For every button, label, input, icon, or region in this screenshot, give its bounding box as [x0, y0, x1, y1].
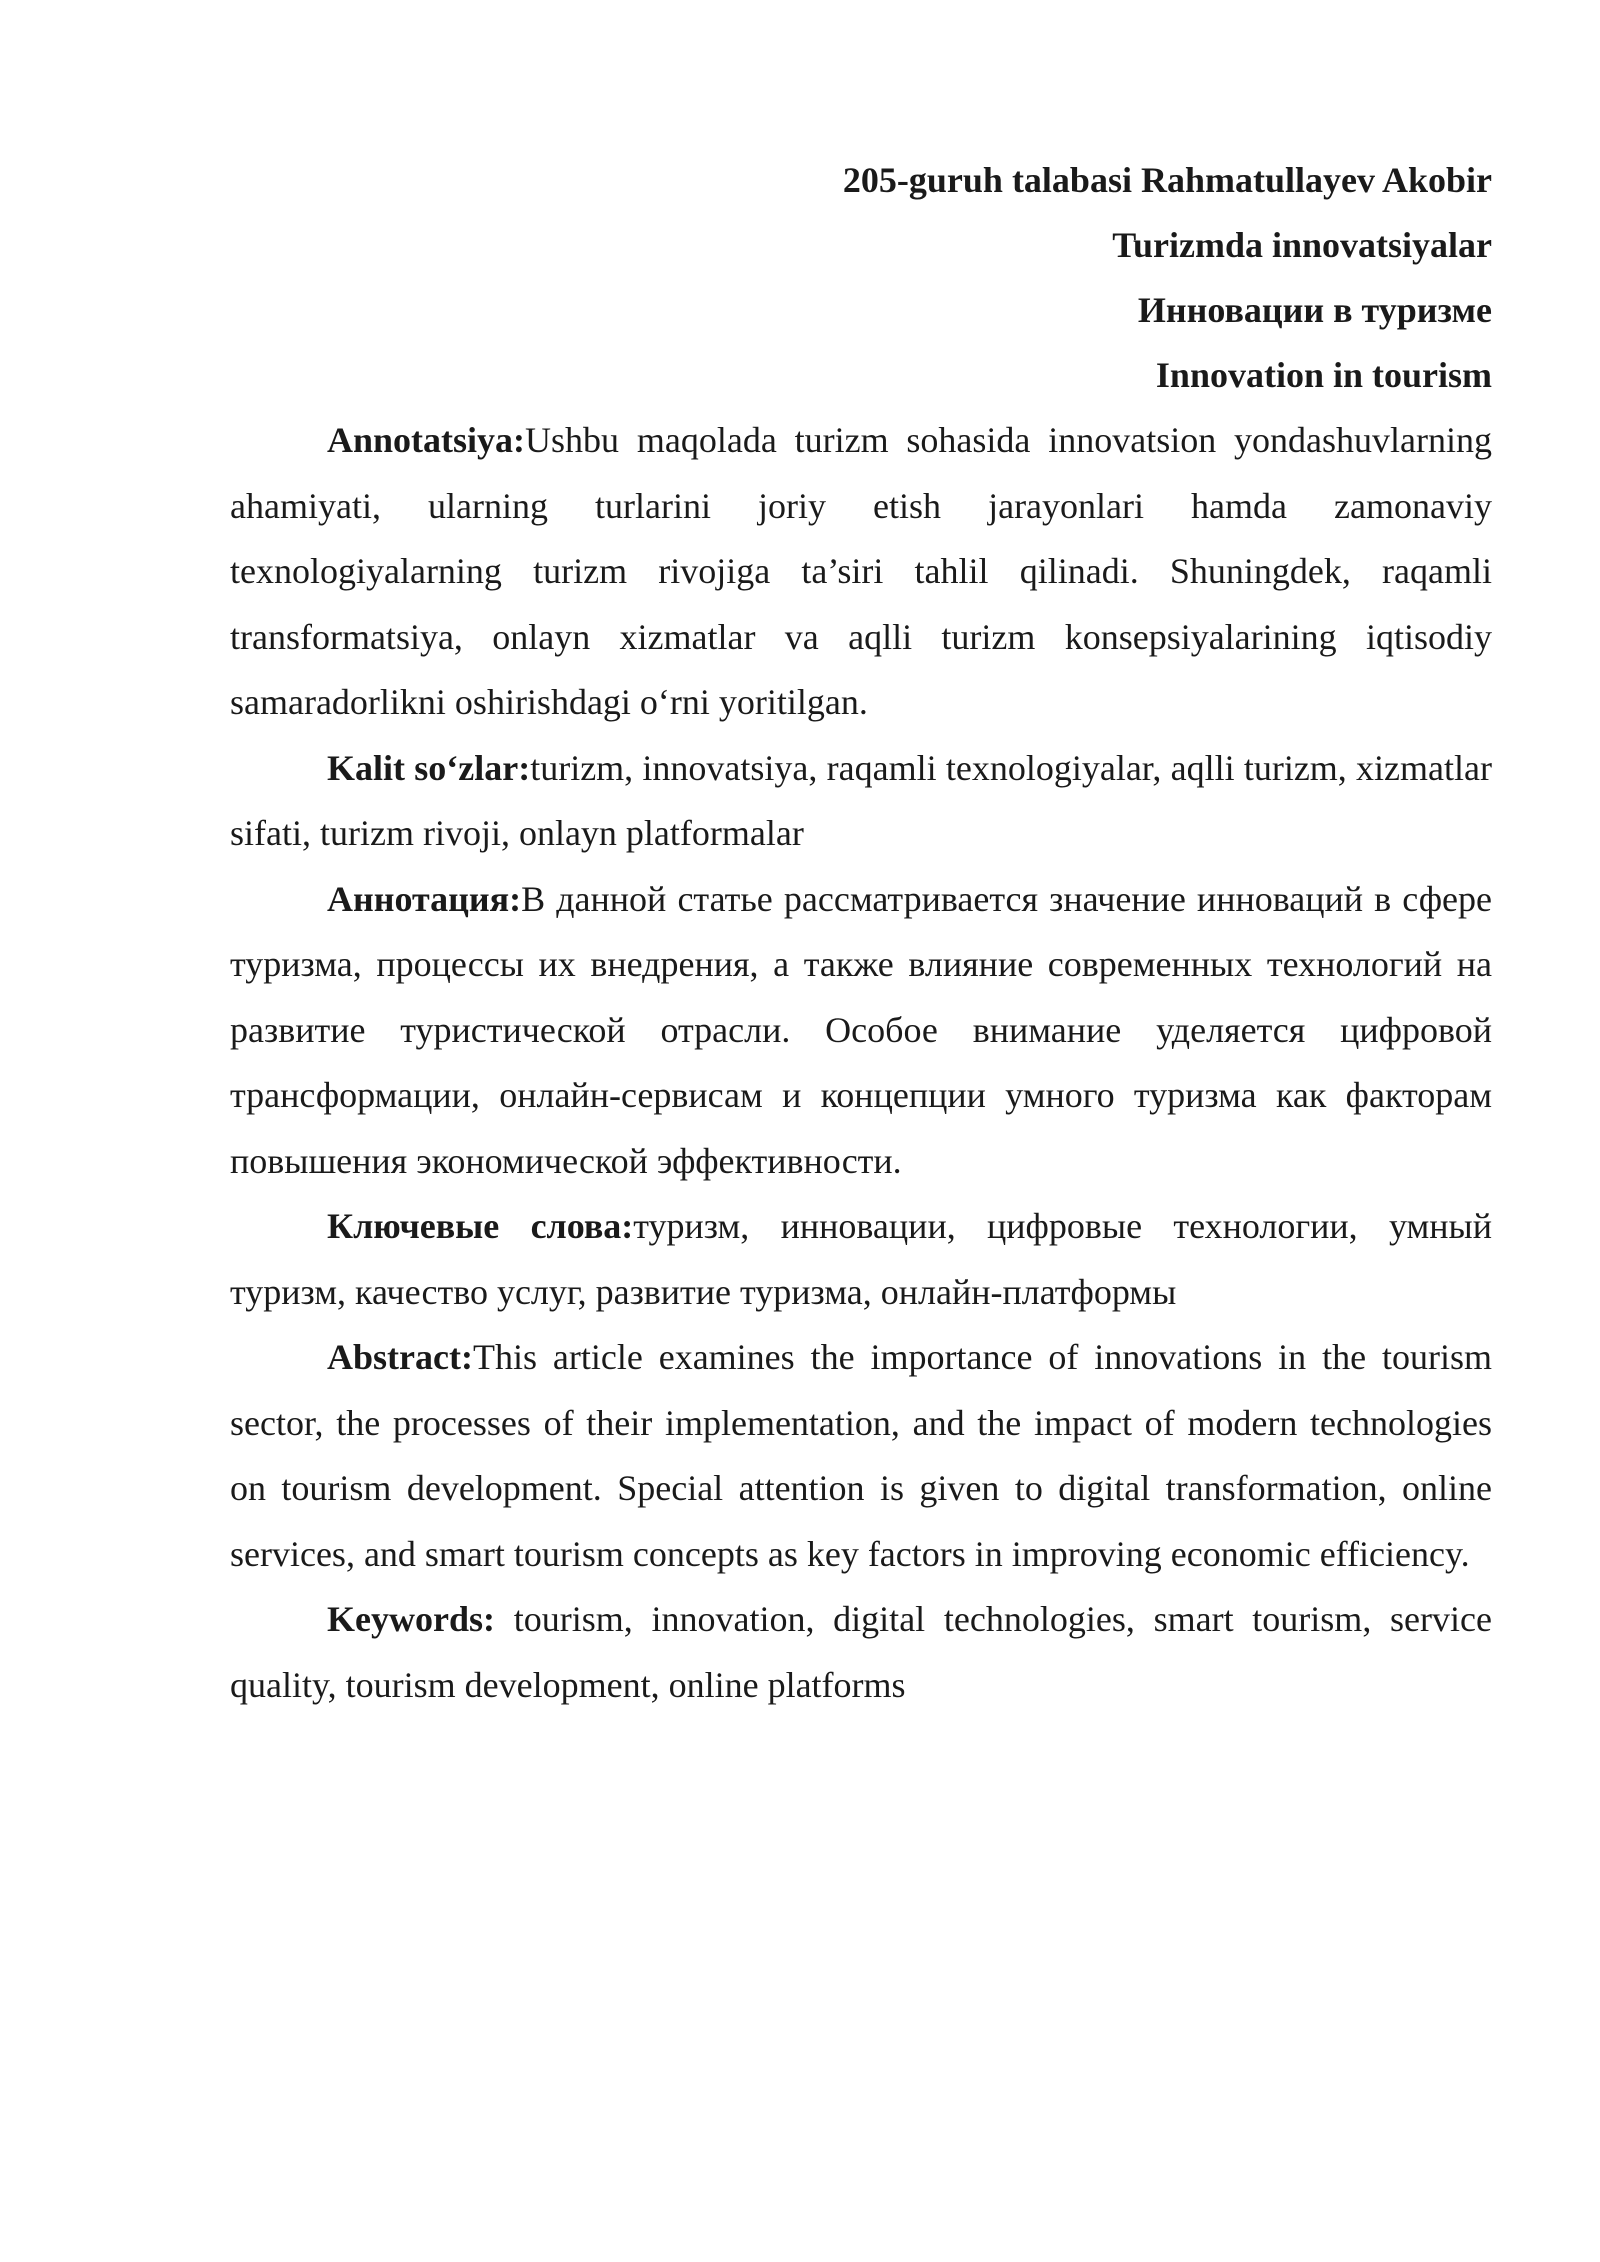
keywords-uzbek	[230, 736, 1492, 867]
keywords-russian-label: Ключевые слова:	[327, 1206, 634, 1246]
keywords-english-label: Keywords:	[327, 1599, 495, 1639]
title-uzbek: Turizmda innovatsiyalar	[1112, 225, 1492, 265]
keywords-english	[230, 1587, 1492, 1718]
annotation-uzbek-label: Annotatsiya:	[327, 420, 526, 460]
keywords-english-text: tourism, innovation, digital technologies, smart tourism, service quality, tourism development, online platforms	[230, 1599, 1492, 1705]
annotation-russian-text: В данной статье рассматривается значение инноваций в сфере туризма, процессы их внедрения, а также влияние современных технологий на развитие туристической отрасли. Особое внимание уделяется цифровой трансформации, онлайн-сервисам и концепции умного туризма как факторам повышения экономической эффективности.	[230, 878, 1492, 1181]
keywords-russian	[230, 1194, 1492, 1325]
title-english: Innovation in tourism	[1155, 355, 1492, 395]
abstract-english-label: Abstract:	[327, 1337, 473, 1377]
author-line: 205-guruh talabasi Rahmatullayev Akobir	[842, 160, 1492, 200]
document-page	[230, 148, 1492, 1718]
abstract-english	[230, 1325, 1492, 1587]
annotation-uzbek-text: Ushbu maqolada turizm sohasida innovatsion yondashuvlarning ahamiyati, ularning turlarini joriy etish jarayonlari hamda zamonaviy texnologiyalarning turizm rivojiga ta’siri tahlil qilinadi. Shuningdek, raqamli transformatsiya, onlayn xizmatlar va aqlli turizm konsepsiyalarining iqtisodiy samaradorlikni oshirishdagi o‘rni yoritilgan.	[230, 420, 1492, 722]
title-russian: Инновации в туризме	[1137, 290, 1492, 330]
annotation-russian	[230, 867, 1492, 1195]
keywords-uzbek-label: Kalit so‘zlar:	[327, 747, 531, 788]
keywords-uzbek-text: turizm, innovatsiya, raqamli texnologiyalar, aqlli turizm, xizmatlar sifati, turizm rivoji, onlayn platformalar	[230, 747, 1492, 853]
keywords-russian-text: туризм, инновации, цифровые технологии, умный туризм, качество услуг, развитие туризма, онлайн-платформы	[230, 1206, 1492, 1312]
abstract-english-text: This article examines the importance of innovations in the tourism sector, the processes of their implementation, and the impact of modern technologies on tourism development. Special attention is given to digital transformation, online services, and smart tourism concepts as key factors in improving economic efficiency.	[230, 1337, 1492, 1574]
annotation-russian-label: Аннотация:	[327, 878, 522, 919]
annotation-uzbek	[230, 408, 1492, 736]
